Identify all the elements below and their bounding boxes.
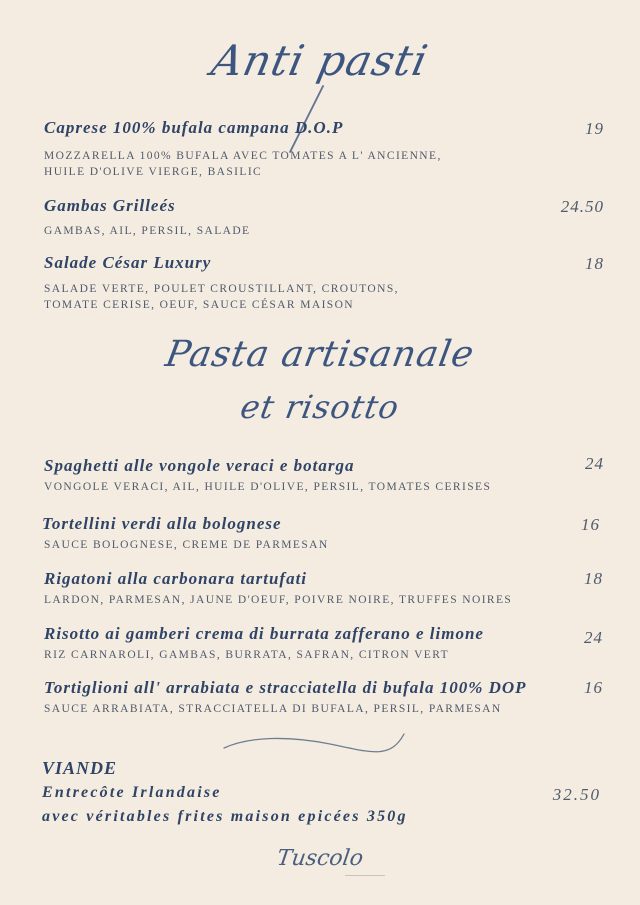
item-price: 16	[581, 515, 600, 534]
item-description: LARDON, PARMESAN, JAUNE D'OEUF, POIVRE NOIRE, TRUFFES NOIRES	[44, 594, 513, 606]
menu-item-tortellini	[42, 514, 602, 553]
item-name: Tortellini verdi alla bolognese	[42, 514, 282, 533]
item-subtitle: avec véritables frites maison epicées 350g	[42, 808, 408, 825]
item-name: Salade César Luxury	[44, 253, 212, 272]
item-name: Risotto ai gamberi crema di burrata zafferano e limone	[44, 624, 484, 643]
item-description: SAUCE BOLOGNESE, CREME DE PARMESAN	[44, 539, 329, 551]
section-title-viande: VIANDE	[42, 758, 118, 778]
item-name: Entrecôte Irlandaise	[42, 784, 222, 801]
signature-flourish	[345, 875, 385, 876]
item-description	[44, 281, 604, 313]
item-desc-line: HUILE D'OLIVE VIERGE, BASILIC	[44, 166, 263, 178]
antipasti-title-text: Anti pasti	[207, 36, 433, 85]
section-title-risotto: et risotto	[237, 388, 403, 426]
item-price: 18	[584, 569, 603, 588]
item-desc-line: SALADE VERTE, POULET CROUSTILLANT, CROUTONS,	[44, 283, 399, 295]
item-name: Spaghetti alle vongole veraci e botarga	[44, 456, 355, 475]
item-price: 32.50	[552, 785, 601, 804]
item-name: Tortiglioni all' arrabiata e stracciatella di bufala 100% DOP	[44, 678, 527, 697]
menu-item-caprese	[44, 118, 604, 180]
menu-item-spaghetti	[44, 456, 604, 495]
item-price: 24.50	[560, 197, 604, 216]
menu-item-rigatoni	[44, 569, 604, 608]
item-desc-line: GAMBAS, AIL, PERSIL, SALADE	[44, 225, 251, 237]
item-price: 16	[584, 678, 603, 697]
section-title-pasta: Pasta artisanale	[162, 334, 478, 375]
item-price: 18	[585, 254, 604, 273]
item-description	[44, 223, 604, 239]
item-desc-line: TOMATE CERISE, OEUF, SAUCE CÉSAR MAISON	[44, 299, 355, 311]
item-price: 24	[585, 454, 604, 473]
menu-item-salade-cesar	[44, 253, 604, 313]
item-description: SAUCE ARRABIATA, STRACCIATELLA DI BUFALA, PERSIL, PARMESAN	[44, 703, 502, 715]
menu-item-risotto	[44, 624, 604, 663]
divider-flourish-icon	[220, 730, 410, 758]
item-name: Gambas Grilleés	[44, 196, 176, 215]
item-price: 19	[585, 119, 604, 138]
item-price: 24	[584, 628, 603, 647]
item-description	[44, 148, 604, 180]
item-description: VONGOLE VERACI, AIL, HUILE D'OLIVE, PERSIL, TOMATES CERISES	[44, 481, 492, 493]
menu-item-gambas	[44, 196, 604, 239]
item-desc-line: MOZZARELLA 100% BUFALA AVEC TOMATES A L' ANCIENNE,	[44, 150, 442, 162]
restaurant-signature: Tuscolo	[275, 846, 365, 871]
item-description: RIZ CARNAROLI, GAMBAS, BURRATA, SAFRAN, CITRON VERT	[44, 649, 450, 661]
item-name: Rigatoni alla carbonara tartufati	[44, 569, 308, 588]
item-name: Caprese 100% bufala campana D.O.P	[44, 118, 344, 137]
menu-item-tortiglioni	[44, 678, 604, 717]
section-title-antipasti	[0, 36, 640, 85]
